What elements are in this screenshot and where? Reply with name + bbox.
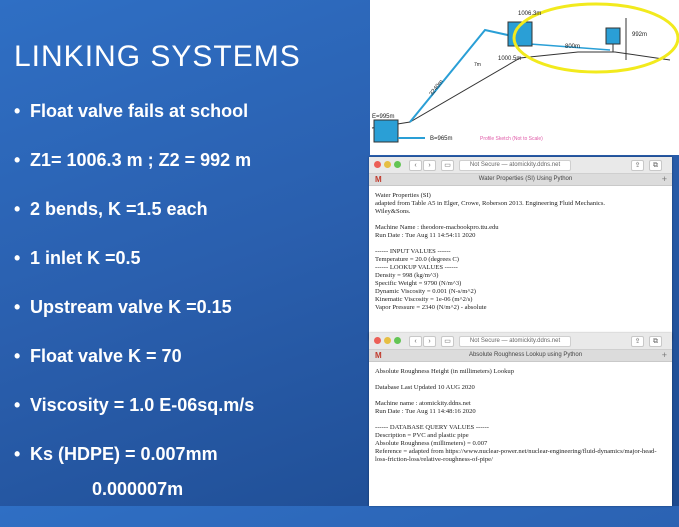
label-top-elev: 1006.3m <box>518 11 542 17</box>
label-right-elev: 992m <box>632 32 648 38</box>
content-line: Machine Name : theodore-macbookpro.ttu.edu <box>375 224 499 231</box>
gmail-icon[interactable]: M <box>375 175 382 184</box>
content-line: Database Last Updated 10 AUG 2020 <box>375 384 475 391</box>
tab-bar <box>369 174 672 186</box>
bullet-float-valve: • Float valve fails at school <box>14 101 249 121</box>
sidebar-icon[interactable]: ▭ <box>441 160 454 171</box>
content-line: Vapor Pressure = 2340 (N/m^2) - absolute <box>375 304 487 311</box>
browser-window-roughness <box>369 333 672 506</box>
content-line: Kinematic Viscosity = 1e-06 (m^2/s) <box>375 296 473 303</box>
content-line: Dynamic Viscosity = 0.001 (N-s/m^2) <box>375 288 476 295</box>
content-line: Machine name : atomickity.ddns.net <box>375 400 471 407</box>
content-line: Water Properties (SI) <box>375 192 431 199</box>
label-800: 800m <box>565 44 581 50</box>
share-icon[interactable]: ⇪ <box>631 336 644 347</box>
tabs-overview-icon[interactable]: ⧉ <box>649 160 662 171</box>
content-line: Run Date : Tue Aug 11 14:48:16 2020 <box>375 408 476 415</box>
label-left-elev: E=995m <box>372 114 395 120</box>
slide-title: LINKING SYSTEMS <box>14 40 301 73</box>
content-line: ------ LOOKUP VALUES ------ <box>375 264 458 271</box>
browser-toolbar <box>369 157 672 174</box>
page-content <box>369 362 672 464</box>
forward-icon[interactable]: › <box>423 160 436 171</box>
bullet-roughness-meters: 0.000007m <box>92 479 184 499</box>
content-line: ------ INPUT VALUES ------ <box>375 248 451 255</box>
content-line: adapted from Table A5 in Elger, Crowe, Roberson 2013. Engineering Fluid Mechanics. <box>375 200 606 207</box>
gmail-icon[interactable]: M <box>375 351 382 360</box>
content-line: ------ DATABASE QUERY VALUES ------ <box>375 424 489 431</box>
back-icon[interactable]: ‹ <box>409 336 422 347</box>
minimize-window-button[interactable] <box>384 337 391 344</box>
tabs-overview-icon[interactable]: ⧉ <box>649 336 662 347</box>
content-line: Description = PVC and plastic pipe <box>375 432 469 439</box>
label-1000: 1000.5m <box>498 56 522 62</box>
label-small: 7m <box>474 62 481 68</box>
zoom-window-button[interactable] <box>394 161 401 168</box>
bullet-viscosity: • Viscosity = 1.0 E-06sq.m/s <box>14 395 255 415</box>
forward-icon[interactable]: › <box>423 336 436 347</box>
minimize-window-button[interactable] <box>384 161 391 168</box>
content-line: Density = 998 (kg/m^3) <box>375 272 439 279</box>
new-tab-icon[interactable]: + <box>661 350 667 360</box>
content-line: Temperature = 20.0 (degrees C) <box>375 256 459 263</box>
content-line: Absolute Roughness (millimeters) = 0.007 <box>375 440 488 447</box>
address-bar[interactable]: Not Secure — atomickity.ddns.net <box>459 160 571 171</box>
page-content <box>369 186 672 312</box>
back-icon[interactable]: ‹ <box>409 160 422 171</box>
left-tank <box>374 120 398 142</box>
content-line: Absolute Roughness Height (in millimeters) Lookup <box>375 368 515 375</box>
bullet-list <box>14 100 364 527</box>
tab-roughness[interactable]: Absolute Roughness Lookup using Python <box>468 352 583 358</box>
address-bar[interactable]: Not Secure — atomickity.ddns.net <box>459 336 571 347</box>
zoom-window-button[interactable] <box>394 337 401 344</box>
bullet-upstream-valve: • Upstream valve K =0.15 <box>14 297 232 317</box>
close-window-button[interactable] <box>374 161 381 168</box>
label-slope-len: 3240m <box>428 79 445 98</box>
content-line: Wiley&Sons. <box>375 208 411 215</box>
sidebar-icon[interactable]: ▭ <box>441 336 454 347</box>
bullet-bends: • 2 bends, K =1.5 each <box>14 199 208 219</box>
content-line: Run Date : Tue Aug 11 14:54:11 2020 <box>375 232 476 239</box>
bullet-inlet: • 1 inlet K =0.5 <box>14 248 141 268</box>
tab-bar <box>369 350 672 362</box>
sketch-caption: Profile Sketch (Not to Scale) <box>480 136 543 142</box>
share-icon[interactable]: ⇪ <box>631 160 644 171</box>
new-tab-icon[interactable]: + <box>661 174 667 184</box>
bullet-elevations: • Z1= 1006.3 m ; Z2 = 992 m <box>14 150 252 170</box>
close-window-button[interactable] <box>374 337 381 344</box>
bullet-float-valve-k: • Float valve K = 70 <box>14 346 182 366</box>
content-line: Reference = adapted from https://www.nuclear-power.net/nuclear-engineering/fluid-dynamics/major-head-loss-friction-loss/relative-roughness-of-pipe/ <box>375 448 657 463</box>
tab-water-properties[interactable]: Water Properties (SI) Using Python <box>478 176 573 182</box>
content-line: Specific Weight = 9790 (N/m^3) <box>375 280 462 287</box>
bullet-roughness: • Ks (HDPE) = 0.007mm <box>14 444 218 464</box>
profile-sketch <box>370 0 679 155</box>
right-tank <box>606 28 620 44</box>
label-bottom-elev: B=965m <box>430 136 453 142</box>
browser-toolbar <box>369 333 672 350</box>
browser-window-water-properties <box>369 157 672 340</box>
